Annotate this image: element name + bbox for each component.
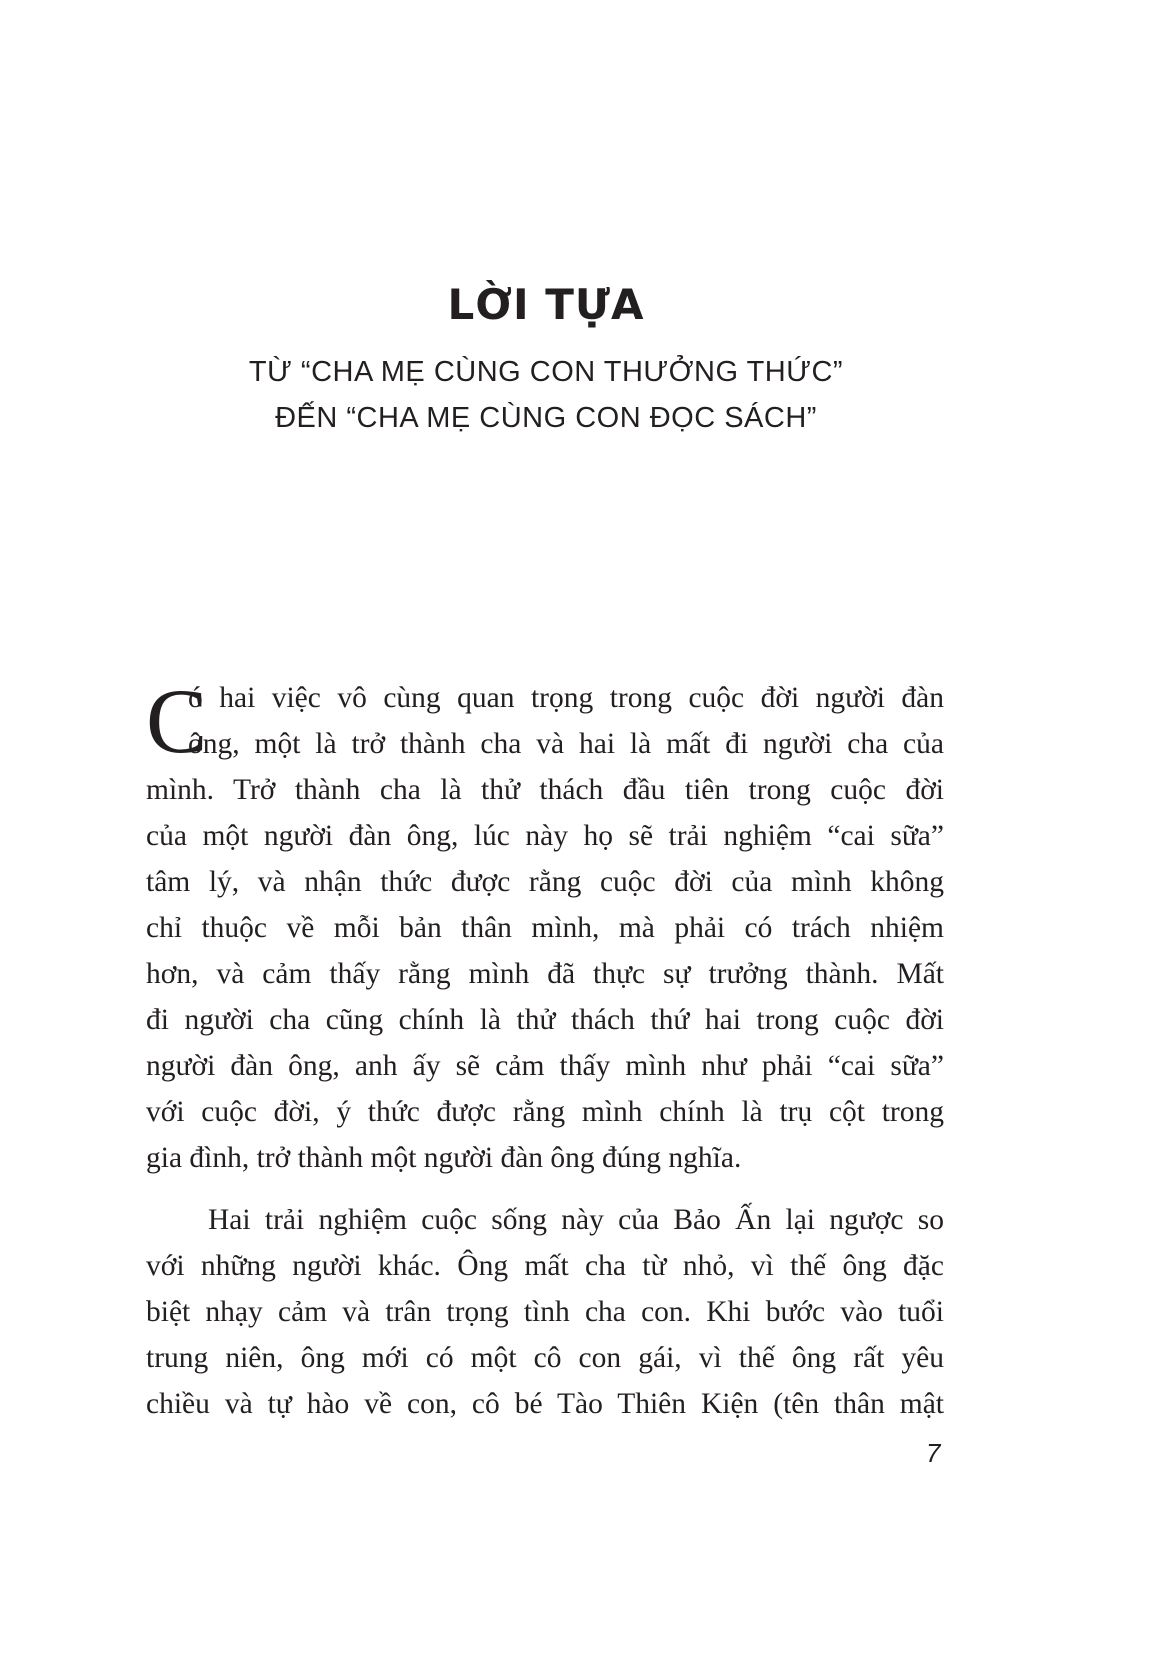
text-line: biệt nhạy cảm và trân trọng tình cha con. Khi bước vào tuổi (146, 1296, 944, 1328)
subtitle-line-2: ĐẾN “CHA MẸ CÙNG CON ĐỌC SÁCH” (275, 402, 817, 434)
text-line: ó hai việc vô cùng quan trọng trong cuộc đời người đàn (188, 682, 944, 714)
text-line: ông, một là trở thành cha và hai là mất đi người cha của (188, 728, 944, 760)
text-line: trung niên, ông mới có một cô con gái, vì thế ông rất yêu (146, 1342, 944, 1374)
text-line: gia đình, trở thành một người đàn ông đúng nghĩa. (146, 1142, 742, 1174)
page-number: 7 (926, 1438, 941, 1468)
text-line: mình. Trở thành cha là thử thách đầu tiên trong cuộc đời (146, 774, 944, 806)
text-line: của một người đàn ông, lúc này họ sẽ trải nghiệm “cai sữa” (146, 820, 944, 852)
text-line: đi người cha cũng chính là thử thách thứ hai trong cuộc đời (146, 1004, 944, 1036)
drop-cap: C (146, 670, 208, 772)
text-line: tâm lý, và nhận thức được rằng cuộc đời của mình không (146, 866, 944, 898)
subtitle-line-1: TỪ “CHA MẸ CÙNG CON THƯỞNG THỨC” (248, 356, 844, 388)
text-line: Hai trải nghiệm cuộc sống này của Bảo Ấn lại ngược so (208, 1204, 944, 1236)
text-line: chiều và tự hào về con, cô bé Tào Thiên Kiện (tên thân mật (146, 1388, 944, 1420)
text-line: với cuộc đời, ý thức được rằng mình chính là trụ cột trong (146, 1096, 944, 1128)
text-line: hơn, và cảm thấy rằng mình đã thực sự trưởng thành. Mất (146, 958, 944, 990)
text-line: với những người khác. Ông mất cha từ nhỏ, vì thế ông đặc (146, 1250, 944, 1282)
paragraph-1 (146, 670, 944, 1181)
text-line: chỉ thuộc về mỗi bản thân mình, mà phải có trách nhiệm (146, 912, 944, 944)
page-title: LỜI TỰA (447, 280, 645, 329)
text-line: người đàn ông, anh ấy sẽ cảm thấy mình như phải “cai sữa” (146, 1050, 944, 1082)
paragraph-2 (146, 1197, 944, 1427)
